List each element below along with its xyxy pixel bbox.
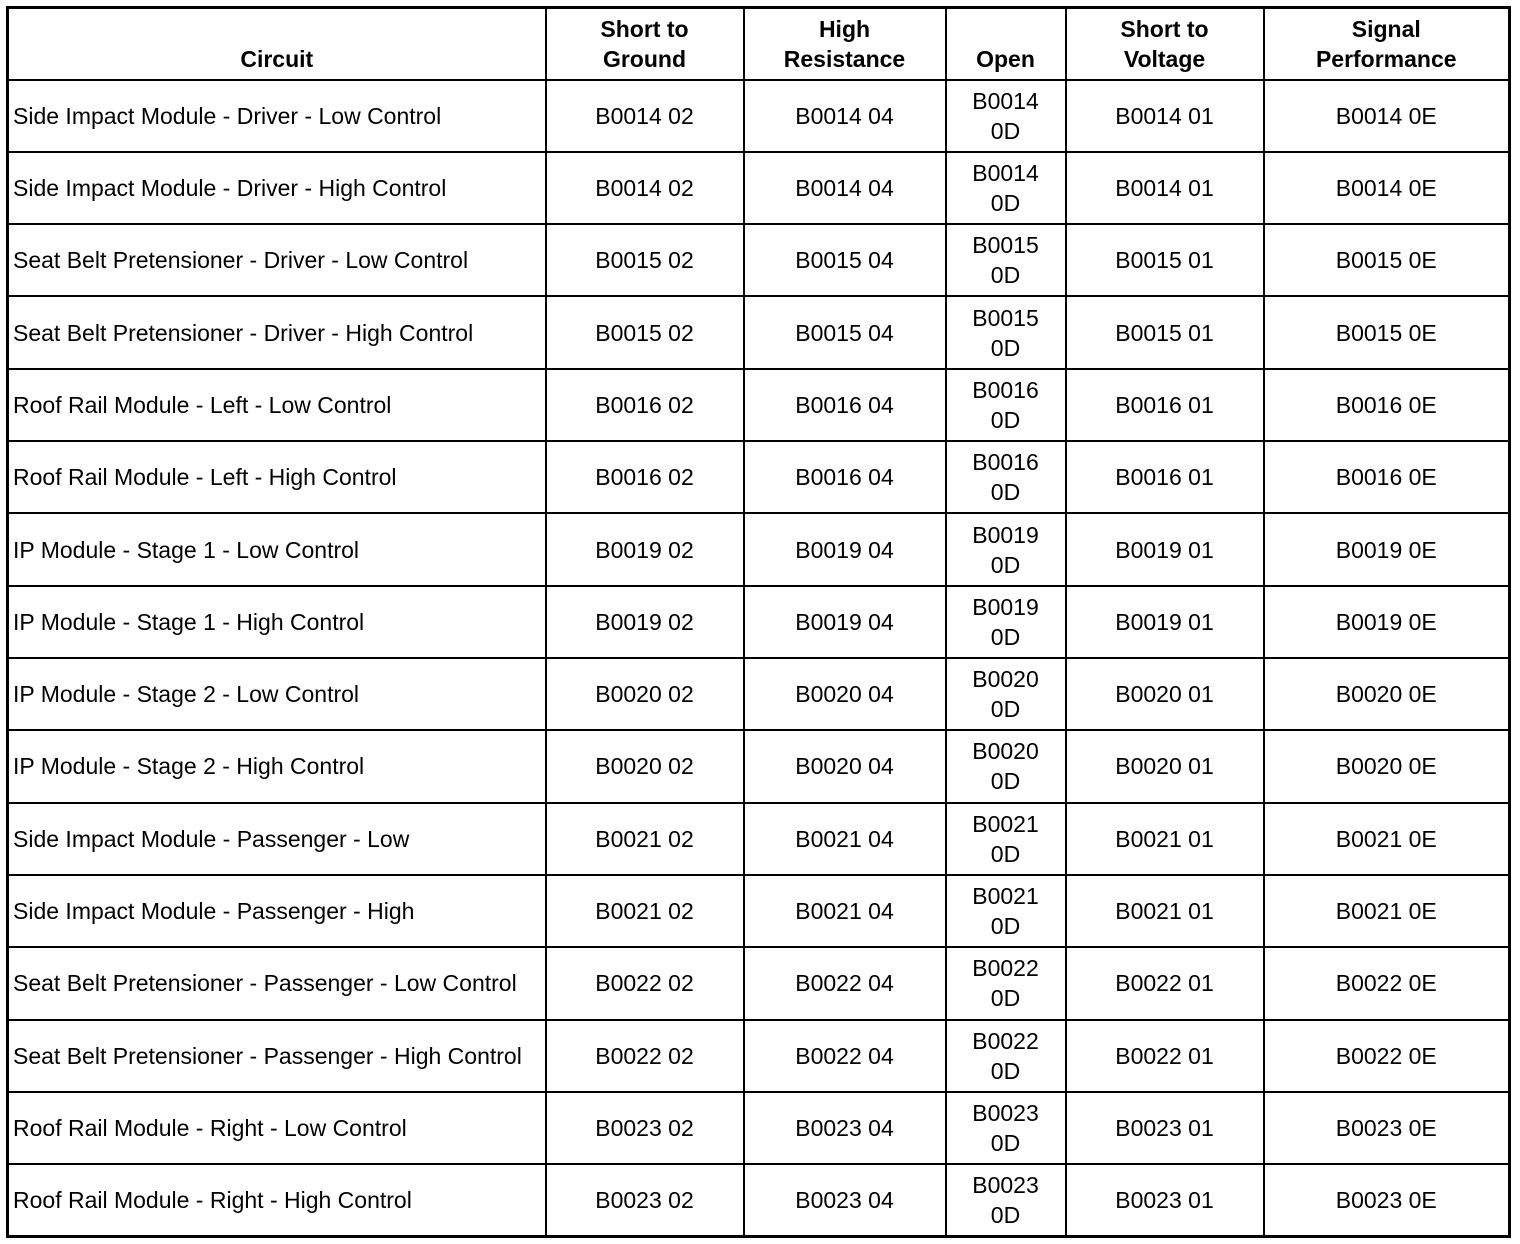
open-code-part: 0D <box>990 913 1021 940</box>
header-circuit: Circuit <box>8 8 546 80</box>
short-to-ground-cell: B0022 02 <box>546 947 744 1019</box>
short-to-voltage-cell: B0016 01 <box>1066 441 1264 513</box>
signal-performance-cell: B0015 0E <box>1264 296 1510 368</box>
circuit-cell: Roof Rail Module - Right - High Control <box>8 1164 546 1236</box>
table-row <box>8 803 1510 875</box>
open-code-part: 0D <box>990 334 1021 361</box>
open-code-part: B0016 <box>972 449 1039 476</box>
short-to-voltage-cell: B0022 01 <box>1066 947 1264 1019</box>
table-row <box>8 947 1510 1019</box>
short-to-voltage-cell: B0019 01 <box>1066 513 1264 585</box>
signal-performance-cell: B0019 0E <box>1264 513 1510 585</box>
short-to-voltage-cell: B0020 01 <box>1066 730 1264 802</box>
high-resistance-cell: B0023 04 <box>744 1092 946 1164</box>
short-to-ground-cell: B0016 02 <box>546 369 744 441</box>
circuit-cell: IP Module - Stage 1 - High Control <box>8 586 546 658</box>
dtc-table <box>6 6 1511 1238</box>
open-code-part: 0D <box>990 623 1021 650</box>
circuit-cell: Seat Belt Pretensioner - Driver - High Control <box>8 296 546 368</box>
table-row <box>8 80 1510 152</box>
short-to-voltage-cell: B0015 01 <box>1066 224 1264 296</box>
short-to-voltage-cell: B0014 01 <box>1066 80 1264 152</box>
table-row <box>8 513 1510 585</box>
signal-performance-cell: B0016 0E <box>1264 441 1510 513</box>
table-row <box>8 152 1510 224</box>
open-cell <box>946 803 1066 875</box>
open-cell <box>946 658 1066 730</box>
open-code-part: B0019 <box>972 521 1039 548</box>
short-to-ground-cell: B0014 02 <box>546 80 744 152</box>
short-to-voltage-cell: B0023 01 <box>1066 1092 1264 1164</box>
signal-performance-cell: B0014 0E <box>1264 152 1510 224</box>
circuit-cell: IP Module - Stage 2 - Low Control <box>8 658 546 730</box>
short-to-ground-cell: B0021 02 <box>546 875 744 947</box>
open-code-part: B0020 <box>972 738 1039 765</box>
short-to-ground-cell: B0023 02 <box>546 1092 744 1164</box>
open-code-part: 0D <box>990 117 1021 144</box>
open-cell <box>946 586 1066 658</box>
open-code-part: 0D <box>990 1130 1021 1157</box>
short-to-voltage-cell: B0023 01 <box>1066 1164 1264 1236</box>
high-resistance-cell: B0015 04 <box>744 224 946 296</box>
table-row <box>8 296 1510 368</box>
short-to-ground-cell: B0015 02 <box>546 296 744 368</box>
signal-performance-cell: B0020 0E <box>1264 730 1510 802</box>
signal-performance-cell: B0021 0E <box>1264 803 1510 875</box>
open-code-part: B0021 <box>972 810 1039 837</box>
open-code-part: 0D <box>990 1057 1021 1084</box>
circuit-cell: Seat Belt Pretensioner - Driver - Low Control <box>8 224 546 296</box>
short-to-ground-cell: B0019 02 <box>546 513 744 585</box>
open-code-part: 0D <box>990 1202 1021 1229</box>
high-resistance-cell: B0020 04 <box>744 730 946 802</box>
open-code-part: 0D <box>990 551 1021 578</box>
table-row <box>8 369 1510 441</box>
open-cell <box>946 513 1066 585</box>
short-to-ground-cell: B0014 02 <box>546 152 744 224</box>
table-body <box>8 80 1510 1237</box>
high-resistance-cell: B0016 04 <box>744 369 946 441</box>
signal-performance-cell: B0022 0E <box>1264 947 1510 1019</box>
signal-performance-cell: B0020 0E <box>1264 658 1510 730</box>
open-code-part: B0021 <box>972 883 1039 910</box>
table-row <box>8 658 1510 730</box>
table-row <box>8 224 1510 296</box>
header-row <box>8 8 1510 80</box>
table-header <box>8 8 1510 80</box>
open-code-part: 0D <box>990 696 1021 723</box>
high-resistance-cell: B0022 04 <box>744 947 946 1019</box>
open-cell <box>946 730 1066 802</box>
open-code-part: 0D <box>990 985 1021 1012</box>
header-open: Open <box>946 8 1066 80</box>
open-cell <box>946 369 1066 441</box>
short-to-ground-cell: B0015 02 <box>546 224 744 296</box>
short-to-ground-cell: B0020 02 <box>546 658 744 730</box>
open-cell <box>946 1164 1066 1236</box>
short-to-ground-cell: B0016 02 <box>546 441 744 513</box>
short-to-ground-cell: B0019 02 <box>546 586 744 658</box>
high-resistance-cell: B0020 04 <box>744 658 946 730</box>
circuit-cell: IP Module - Stage 1 - Low Control <box>8 513 546 585</box>
short-to-voltage-cell: B0019 01 <box>1066 586 1264 658</box>
signal-performance-cell: B0015 0E <box>1264 224 1510 296</box>
open-code-part: 0D <box>990 840 1021 867</box>
high-resistance-cell: B0014 04 <box>744 80 946 152</box>
table-row <box>8 586 1510 658</box>
open-code-part: B0016 <box>972 376 1039 403</box>
open-code-part: B0022 <box>972 1027 1039 1054</box>
short-to-voltage-cell: B0015 01 <box>1066 296 1264 368</box>
high-resistance-cell: B0023 04 <box>744 1164 946 1236</box>
open-code-part: B0019 <box>972 593 1039 620</box>
short-to-voltage-cell: B0020 01 <box>1066 658 1264 730</box>
signal-performance-cell: B0016 0E <box>1264 369 1510 441</box>
high-resistance-cell: B0021 04 <box>744 803 946 875</box>
open-cell <box>946 441 1066 513</box>
circuit-cell: Side Impact Module - Passenger - High <box>8 875 546 947</box>
signal-performance-cell: B0014 0E <box>1264 80 1510 152</box>
short-to-voltage-cell: B0016 01 <box>1066 369 1264 441</box>
high-resistance-cell: B0019 04 <box>744 586 946 658</box>
header-signal-performance: Signal Performance <box>1264 8 1510 80</box>
short-to-voltage-cell: B0022 01 <box>1066 1020 1264 1092</box>
open-cell <box>946 80 1066 152</box>
signal-performance-cell: B0022 0E <box>1264 1020 1510 1092</box>
short-to-voltage-cell: B0021 01 <box>1066 875 1264 947</box>
open-cell <box>946 224 1066 296</box>
signal-performance-cell: B0023 0E <box>1264 1092 1510 1164</box>
open-cell <box>946 296 1066 368</box>
high-resistance-cell: B0016 04 <box>744 441 946 513</box>
circuit-cell: Seat Belt Pretensioner - Passenger - High Control <box>8 1020 546 1092</box>
short-to-ground-cell: B0022 02 <box>546 1020 744 1092</box>
open-code-part: 0D <box>990 406 1021 433</box>
open-code-part: B0014 <box>972 87 1039 114</box>
open-code-part: B0014 <box>972 159 1039 186</box>
open-code-part: B0023 <box>972 1100 1039 1127</box>
table-row <box>8 1020 1510 1092</box>
open-code-part: B0020 <box>972 666 1039 693</box>
header-short-to-ground: Short to Ground <box>546 8 744 80</box>
open-cell <box>946 1020 1066 1092</box>
signal-performance-cell: B0019 0E <box>1264 586 1510 658</box>
high-resistance-cell: B0019 04 <box>744 513 946 585</box>
short-to-voltage-cell: B0021 01 <box>1066 803 1264 875</box>
high-resistance-cell: B0022 04 <box>744 1020 946 1092</box>
high-resistance-cell: B0021 04 <box>744 875 946 947</box>
circuit-cell: Roof Rail Module - Right - Low Control <box>8 1092 546 1164</box>
circuit-cell: Side Impact Module - Driver - High Control <box>8 152 546 224</box>
short-to-ground-cell: B0020 02 <box>546 730 744 802</box>
open-code-part: B0015 <box>972 232 1039 259</box>
circuit-cell: IP Module - Stage 2 - High Control <box>8 730 546 802</box>
signal-performance-cell: B0021 0E <box>1264 875 1510 947</box>
open-code-part: 0D <box>990 768 1021 795</box>
table-row <box>8 730 1510 802</box>
circuit-cell: Seat Belt Pretensioner - Passenger - Low Control <box>8 947 546 1019</box>
circuit-cell: Side Impact Module - Driver - Low Control <box>8 80 546 152</box>
open-code-part: B0022 <box>972 955 1039 982</box>
short-to-ground-cell: B0021 02 <box>546 803 744 875</box>
signal-performance-cell: B0023 0E <box>1264 1164 1510 1236</box>
open-code-part: 0D <box>990 189 1021 216</box>
high-resistance-cell: B0015 04 <box>744 296 946 368</box>
short-to-voltage-cell: B0014 01 <box>1066 152 1264 224</box>
open-code-part: 0D <box>990 262 1021 289</box>
short-to-ground-cell: B0023 02 <box>546 1164 744 1236</box>
open-cell <box>946 1092 1066 1164</box>
circuit-cell: Side Impact Module - Passenger - Low <box>8 803 546 875</box>
open-cell <box>946 875 1066 947</box>
table-row <box>8 1164 1510 1236</box>
header-short-to-voltage: Short to Voltage <box>1066 8 1264 80</box>
open-cell <box>946 152 1066 224</box>
table-row <box>8 441 1510 513</box>
high-resistance-cell: B0014 04 <box>744 152 946 224</box>
circuit-cell: Roof Rail Module - Left - High Control <box>8 441 546 513</box>
open-code-part: B0015 <box>972 304 1039 331</box>
open-cell <box>946 947 1066 1019</box>
table-row <box>8 875 1510 947</box>
open-code-part: 0D <box>990 479 1021 506</box>
circuit-cell: Roof Rail Module - Left - Low Control <box>8 369 546 441</box>
header-high-resistance: High Resistance <box>744 8 946 80</box>
open-code-part: B0023 <box>972 1172 1039 1199</box>
table-row <box>8 1092 1510 1164</box>
